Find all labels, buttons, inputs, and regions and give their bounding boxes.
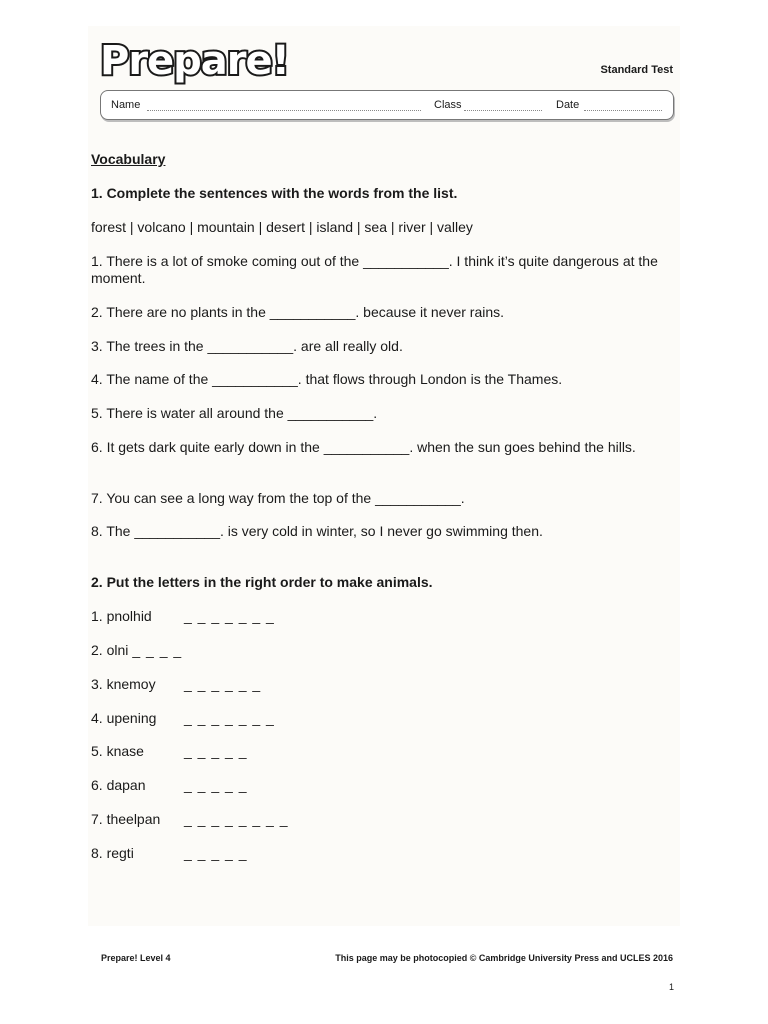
sentence-item: 8. The ___________. is very cold in winter, so I never go swimming then. — [91, 523, 543, 539]
student-info-box — [100, 90, 674, 120]
sentence-item: 2. There are no plants in the ___________. because it never rains. — [91, 304, 505, 320]
scrambled-word: 5. knase — [91, 743, 144, 759]
sentence-item: 6. It gets dark quite early down in the ___________. when the sun goes behind the hills. — [91, 439, 636, 455]
sentence-item: 1. There is a lot of smoke coming out of the ___________. I think it’s quite dangerous at the moment. — [91, 253, 658, 286]
class-field[interactable] — [464, 110, 542, 111]
answer-blanks: _ _ _ _ _ — [184, 743, 248, 759]
scrambled-word: 4. upening — [91, 710, 157, 726]
sentence-item: 7. You can see a long way from the top of the ___________. — [91, 490, 465, 506]
anagram-item — [91, 845, 248, 861]
prepare-logo: Prepare! — [100, 38, 289, 84]
scrambled-word: 1. pnolhid — [91, 608, 152, 624]
footer-level: Prepare! Level 4 — [101, 953, 171, 963]
scrambled-word: 2. olni — [91, 642, 129, 658]
answer-blanks: _ _ _ _ — [132, 642, 183, 658]
anagram-item — [91, 777, 248, 793]
anagram-item — [91, 811, 289, 827]
answer-blanks: _ _ _ _ _ _ — [184, 676, 262, 692]
sentence-item: 4. The name of the ___________. that flows through London is the Thames. — [91, 371, 563, 387]
anagram-item — [91, 676, 262, 692]
answer-blanks: _ _ _ _ _ _ _ _ — [184, 811, 289, 827]
date-label: Date — [556, 99, 580, 111]
word-list: forest | volcano | mountain | desert | island | sea | river | valley — [91, 219, 473, 235]
footer-copyright: This page may be photocopied © Cambridge University Press and UCLES 2016 — [335, 953, 673, 963]
class-label: Class — [434, 99, 462, 111]
section-title: Vocabulary — [91, 151, 166, 167]
sentence-item: 5. There is water all around the ___________. — [91, 405, 378, 421]
sentence-item: 3. The trees in the ___________. are all really old. — [91, 338, 403, 354]
page-number: 1 — [668, 982, 674, 992]
question-2-heading: 2. Put the letters in the right order to make animals. — [91, 574, 433, 590]
answer-blanks: _ _ _ _ _ _ _ — [184, 710, 275, 726]
answer-blanks: _ _ _ _ _ _ _ — [184, 608, 275, 624]
anagram-item — [91, 710, 275, 726]
scrambled-word: 3. knemoy — [91, 676, 156, 692]
answer-blanks: _ _ _ _ _ — [184, 845, 248, 861]
scrambled-word: 6. dapan — [91, 777, 146, 793]
worksheet-page — [88, 26, 680, 926]
anagram-item — [91, 642, 182, 658]
anagram-item — [91, 608, 275, 624]
answer-blanks: _ _ _ _ _ — [184, 777, 248, 793]
anagram-item — [91, 743, 248, 759]
scrambled-word: 7. theelpan — [91, 811, 161, 827]
name-field[interactable] — [147, 110, 421, 111]
scrambled-word: 8. regti — [91, 845, 134, 861]
test-type-label: Standard Test — [600, 64, 673, 76]
date-field[interactable] — [584, 110, 662, 111]
question-1-heading: 1. Complete the sentences with the words from the list. — [91, 185, 458, 201]
name-label: Name — [111, 99, 141, 111]
